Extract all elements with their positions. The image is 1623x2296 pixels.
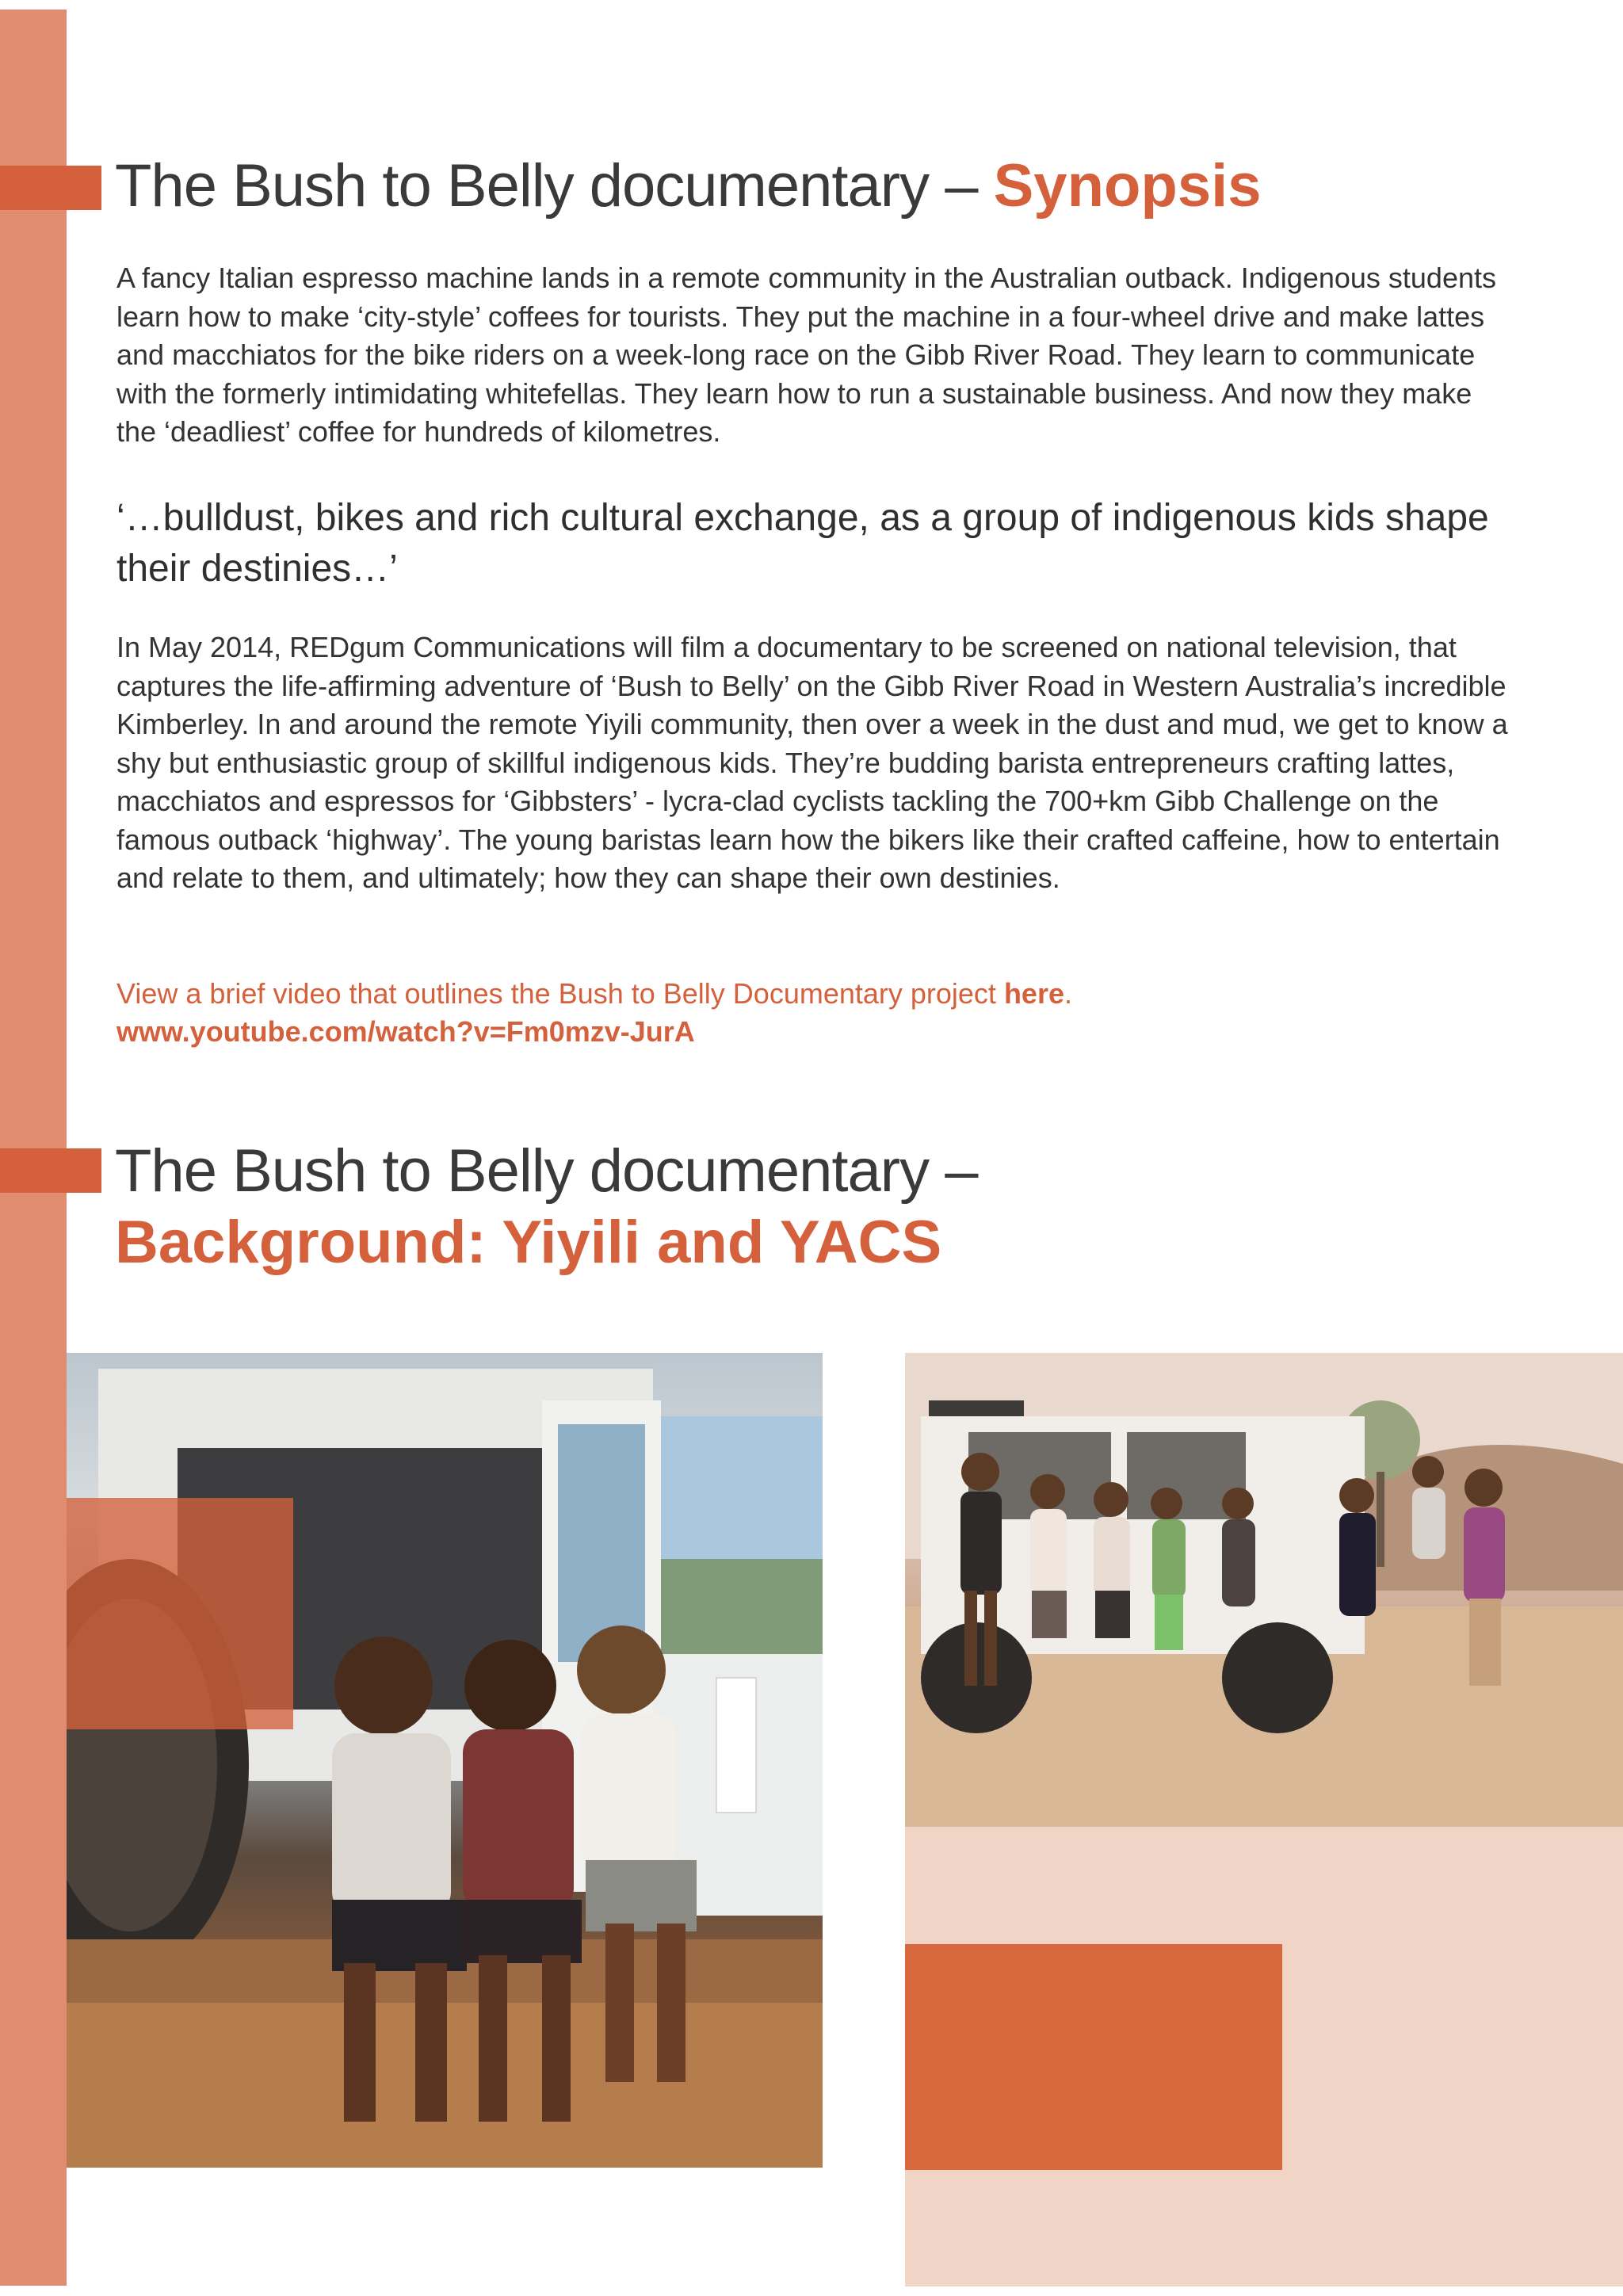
photo-kids-illustration [67, 1353, 823, 2168]
synopsis-heading [115, 152, 1262, 220]
heading-light-text: The Bush to Belly documentary – [115, 152, 978, 220]
video-period: . [1064, 977, 1072, 1010]
photo-group-by-truck [905, 1353, 1623, 1827]
heading2-light-text: The Bush to Belly documentary – [115, 1137, 978, 1205]
photo-group-illustration [905, 1353, 1623, 1827]
pull-quote: ‘…bulldust, bikes and rich cultural exchange, as a group of indigenous kids shape their destinies…’ [116, 497, 1489, 590]
video-here-link[interactable]: here [1003, 977, 1064, 1010]
synopsis-paragraph: A fancy Italian espresso machine lands in a remote community in the Australian outback. Indigenous students learn how to make ‘city-style’ coffees for tourists. They put the machine in a four-wheel drive and make lattes and macchiatos for the bike riders on a week-long race on the Gibb River Road. They learn to communicate with the formerly intimidating whitefellas. They learn how to run a sustainable business. And now they make the ‘deadliest’ coffee for hundreds of kilometres. [116, 262, 1496, 448]
documentary-paragraph: In May 2014, REDgum Communications will film a documentary to be screened on national television, that captures the life-affirming adventure of ‘Bush to Belly’ on the Gibb River Road in Western Australia’s incredible Kimberley. In and around the remote Yiyili community, then over a week in the dust and mud, we get to know a shy but enthusiastic group of skillful indigenous kids. They’re budding barista entrepreneurs crafting lattes, macchiatos and espressos for ‘Gibbsters’ - lycra-clad cyclists tackling the 700+km Gibb Challenge on the famous outback ‘highway’. The young baristas learn how the bikers like their crafted caffeine, how to entertain and relate to them, and ultimately; how they can shape their own destinies. [116, 631, 1508, 894]
left-accent-bar [0, 10, 67, 2286]
youtube-url-link[interactable]: www.youtube.com/watch?v=Fm0mzv-JurA [116, 1015, 695, 1048]
video-note [116, 975, 1519, 1051]
heading-marker-2 [0, 1148, 101, 1193]
heading-marker [0, 166, 101, 210]
background-heading [115, 1136, 977, 1278]
decorative-orange-square [67, 1498, 293, 1729]
decorative-orange-block [905, 1944, 1282, 2170]
heading-accent-text: Synopsis [993, 152, 1262, 220]
photo-kids-on-truck [67, 1353, 823, 2168]
video-note-text: View a brief video that outlines the Bush to Belly Documentary project [116, 977, 1004, 1010]
heading2-accent-text: Background: Yiyili and YACS [115, 1209, 942, 1276]
